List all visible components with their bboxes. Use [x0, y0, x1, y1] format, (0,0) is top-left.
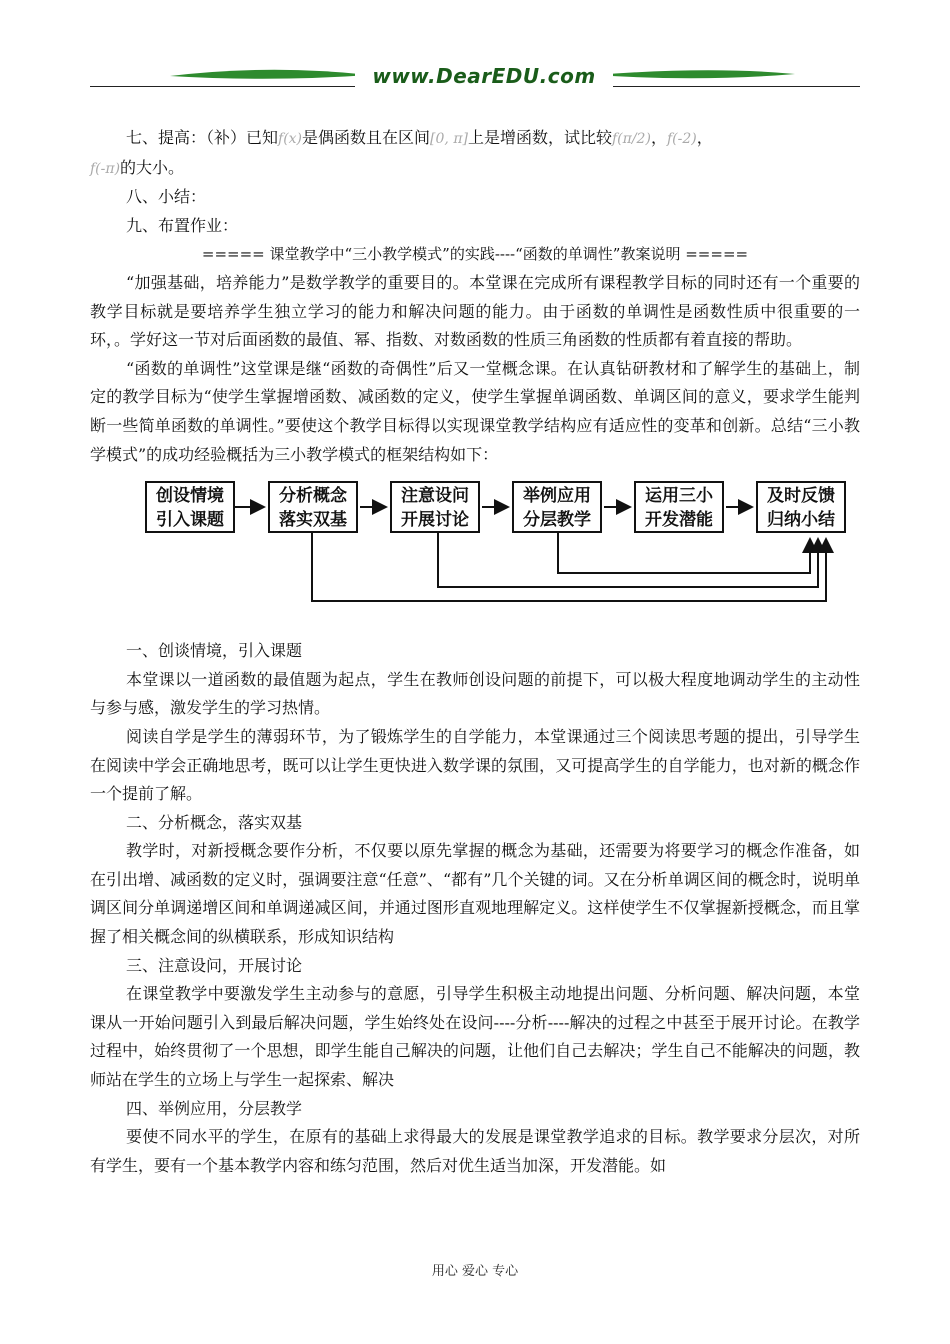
section-heading-1: 一、创谈情境，引入课题 — [126, 641, 303, 661]
teaching-model-flowchart — [90, 477, 860, 627]
paragraph: 要使不同水平的学生，在原有的基础上求得最大的发展是课堂教学追求的目标。教学要求分层次，对所有学生，要有一个基本教学内容和练匀范围，然后对优生适当加深，开发潜能。如 — [90, 1127, 860, 1175]
section-homework: 九、布置作业： — [126, 215, 239, 235]
page-header — [90, 62, 860, 92]
formula-f-neg2: f(-2) — [666, 131, 697, 147]
section-heading-2: 二、分析概念，落实双基 — [126, 812, 303, 832]
formula-f-pi-half: f(π/2) — [612, 131, 651, 147]
flow-box-4: 举例应用 分层教学 — [512, 481, 602, 533]
site-url-logo: www.DearEDU.com — [355, 64, 613, 88]
section-heading-4: 四、举例应用，分层教学 — [126, 1098, 303, 1118]
problem-line: 七、提高：（补）已知f(x)是偶函数且在区间[0, π]上是增函数，试比较f(π/2)，f(-2)， f(-π)的大小。 — [90, 128, 713, 177]
flow-box-3: 注意设问 开展讨论 — [390, 481, 480, 533]
paragraph: 阅读自学是学生的薄弱环节，为了锻炼学生的自学能力，本堂课通过三个阅读思考题的提出，引导学生在阅读中学会正确地思考，既可以让学生更快进入数学课的氛围，又可提高学生的自学能力，也对新的概念作一个提前了解。 — [90, 726, 860, 804]
flow-box-2: 分析概念 落实双基 — [268, 481, 358, 533]
section-summary: 八、小结： — [126, 187, 207, 207]
paragraph: “函数的单调性”这堂课是继“函数的奇偶性”后又一堂概念课。在认真钻研教材和了解学生的基础上，制定的教学目标为“使学生掌握增函数、减函数的定义，使学生掌握单调函数、单调区间的意义，要求学生能判断一些简单函数的单调性。”要使这个教学目标得以实现课堂教学结构应有适应性的变革和创新。总结“三小教学模式”的成功经验概括为三小教学模式的框架结构如下： — [90, 358, 860, 464]
paragraph: 本堂课以一道函数的最值题为起点，学生在教师创设问题的前提下，可以极大程度地调动学生的主动性与参与感，激发学生的学习热情。 — [90, 669, 860, 718]
formula-interval: [0, π] — [430, 131, 468, 147]
page-footer: 用心 爱心 专心 — [431, 1264, 519, 1279]
paragraph: “加强基础，培养能力”是数学教学的重要目的。本堂课在完成所有课程教学目标的同时还有一个重要的教学目标就是要培养学生独立学习的能力和解决问题的能力。由于函数的单调性是函数性质中很重要的一环，。学好这一节对后面函数的最值、幂、指数、对数函数的性质三角函数的性质都有着直接的帮助。 — [90, 272, 860, 350]
flow-box-5: 运用三小 开发潜能 — [634, 481, 724, 533]
formula-fx: f(x) — [278, 131, 303, 147]
flow-box-1: 创设情境 引入课题 — [145, 481, 235, 533]
section-heading-3: 三、注意设问，开展讨论 — [126, 955, 303, 975]
paragraph: 在课堂教学中要激发学生主动参与的意愿，引导学生积极主动地提出问题、分析问题、解决问题，本堂课从一开始问题引入到最后解决问题，学生始终处在设问----分析----解决的过程之中甚至于展开讨论。在教学过程中，始终贯彻了一个思想，即学生能自己解决的问题，让他们自己去解决；学生自己不能解决的问题，教师站在学生的立场上与学生一起探索、解决 — [90, 984, 860, 1090]
doc-title: ===== 课堂教学中“三小教学模式”的实践----“函数的单调性”教案说明 ===== — [201, 245, 749, 264]
formula-f-neg-pi: f(-π) — [90, 160, 121, 177]
document-body — [90, 124, 860, 1180]
flow-box-6: 及时反馈 归纳小结 — [756, 481, 846, 533]
paragraph: 教学时，对新授概念要作分析，不仅要以原先掌握的概念为基础，还需要为将要学习的概念作准备，如在引出增、减函数的定义时，强调要注意“任意”、“都有”几个关键的词。又在分析单调区间的概念时，说明单调区间分单调递增区间和单调递减区间，并通过图形直观地理解定义。这样使学生不仅掌握新授概念，而且掌握了相关概念间的纵横联系，形成知识结构 — [90, 841, 860, 947]
